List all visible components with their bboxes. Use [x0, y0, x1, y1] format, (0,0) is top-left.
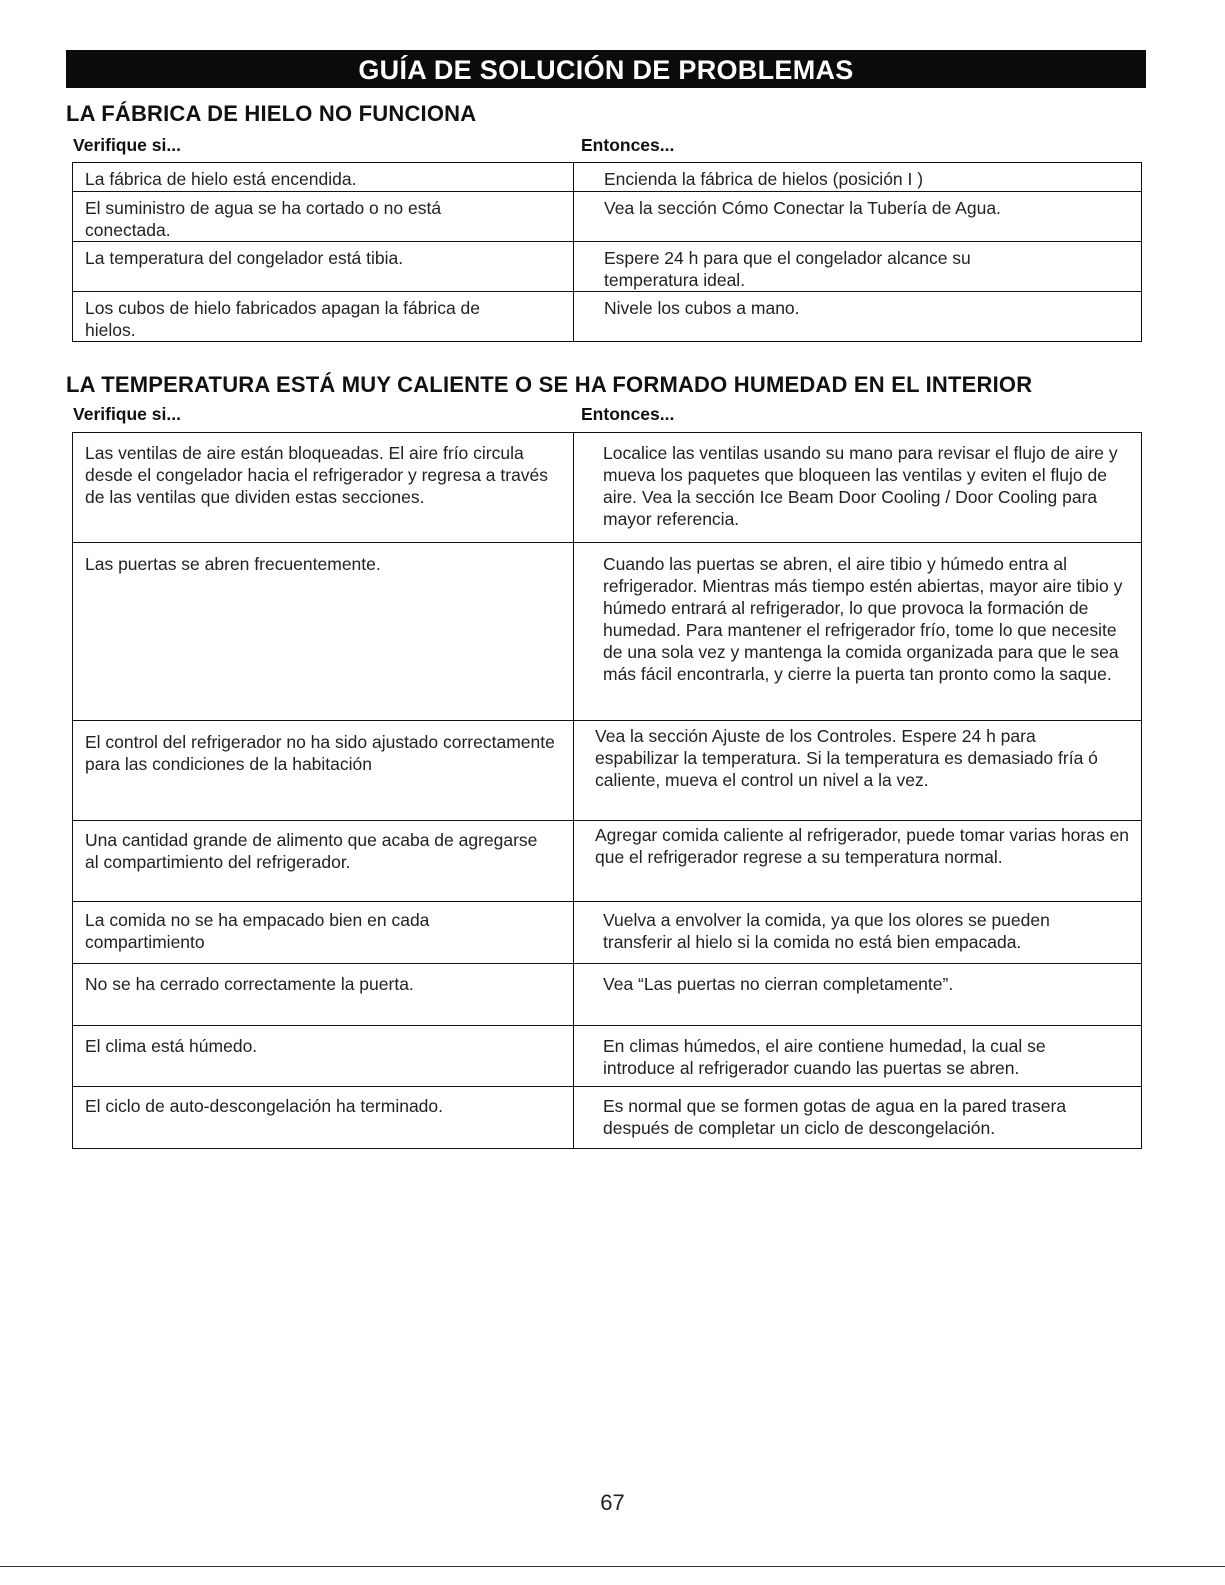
col-header-then: Entonces...	[581, 135, 675, 155]
check-cell: La comida no se ha empacado bien en cada compartimiento	[73, 902, 574, 964]
table-row	[73, 292, 1142, 342]
check-cell: Una cantidad grande de alimento que acaba de agregarse al compartimiento del refrigerador.	[73, 821, 574, 902]
table-row	[73, 721, 1142, 821]
then-cell: Encienda la fábrica de hielos (posición I )	[574, 163, 1142, 192]
check-cell: Las ventilas de aire están bloqueadas. El aire frío circula desde el congelador hacia el refrigerador y regresa a través de las ventilas que dividen estas secciones.	[73, 433, 574, 543]
page-number: 67	[600, 1490, 625, 1515]
then-cell: Agregar comida caliente al refrigerador, puede tomar varias horas en que el refrigerador regrese a su temperatura normal.	[574, 821, 1142, 902]
table-row	[73, 433, 1142, 543]
table-row	[73, 543, 1142, 721]
check-cell: El ciclo de auto-descongelación ha terminado.	[73, 1087, 574, 1149]
table-row	[73, 163, 1142, 192]
then-cell: Espere 24 h para que el congelador alcance su temperatura ideal.	[574, 242, 1142, 292]
then-cell: En climas húmedos, el aire contiene humedad, la cual se introduce al refrigerador cuando las puertas se abren.	[574, 1026, 1142, 1087]
then-cell: Vea la sección Ajuste de los Controles. Espere 24 h para espabilizar la temperatura. Si la temperatura es demasiado fría ó caliente, mueva el control un nivel a la vez.	[574, 721, 1142, 821]
then-cell: Vea “Las puertas no cierran completamente”.	[574, 964, 1142, 1026]
table-row	[73, 1087, 1142, 1149]
check-cell: Los cubos de hielo fabricados apagan la fábrica de hielos.	[73, 292, 574, 342]
section-title-temperature: LA TEMPERATURA ESTÁ MUY CALIENTE O SE HA FORMADO HUMEDAD EN EL INTERIOR	[66, 372, 1033, 397]
table-row	[73, 821, 1142, 902]
then-cell: Localice las ventilas usando su mano para revisar el flujo de aire y mueva los paquetes que bloqueen las ventilas y eviten el flujo de aire. Vea la sección Ice Beam Door Cooling / Door Cooling para mayor referencia.	[574, 433, 1142, 543]
check-cell: El clima está húmedo.	[73, 1026, 574, 1087]
check-cell: Las puertas se abren frecuentemente.	[73, 543, 574, 721]
col-header-check: Verifique si...	[73, 135, 181, 155]
col-header-check: Verifique si...	[73, 404, 181, 424]
table-row	[73, 1026, 1142, 1087]
then-cell: Vea la sección Cómo Conectar la Tubería de Agua.	[574, 192, 1142, 242]
check-cell: No se ha cerrado correctamente la puerta.	[73, 964, 574, 1026]
table-row	[73, 242, 1142, 292]
check-cell: El suministro de agua se ha cortado o no está conectada.	[73, 192, 574, 242]
then-cell: Nivele los cubos a mano.	[574, 292, 1142, 342]
check-cell: La fábrica de hielo está encendida.	[73, 163, 574, 192]
check-cell: El control del refrigerador no ha sido ajustado correctamente para las condiciones de la habitación	[73, 721, 574, 821]
table-row	[73, 192, 1142, 242]
then-cell: Cuando las puertas se abren, el aire tibio y húmedo entra al refrigerador. Mientras más tiempo estén abiertas, mayor aire tibio y húmedo entrará al refrigerador, lo que provoca la formación de humedad. Para mantener el refrigerador frío, tome lo que necesite de una sola vez y mantenga la comida organizada para que le sea más fácil encontrarla, y cierre la puerta tan pronto como la saque.	[574, 543, 1142, 721]
bottom-divider	[0, 1566, 1225, 1567]
check-cell: La temperatura del congelador está tibia.	[73, 242, 574, 292]
temperature-table	[72, 432, 1142, 1149]
then-cell: Es normal que se formen gotas de agua en la pared trasera después de completar un ciclo de descongelación.	[574, 1087, 1142, 1149]
then-cell: Vuelva a envolver la comida, ya que los olores se pueden transferir al hielo si la comida no está bien empacada.	[574, 902, 1142, 964]
page-banner: GUÍA DE SOLUCIÓN DE PROBLEMAS	[66, 50, 1146, 88]
table-row	[73, 964, 1142, 1026]
table-row	[73, 902, 1142, 964]
col-header-then: Entonces...	[581, 404, 675, 424]
ice-maker-table	[72, 162, 1142, 342]
section-title-ice-maker: LA FÁBRICA DE HIELO NO FUNCIONA	[66, 101, 477, 126]
